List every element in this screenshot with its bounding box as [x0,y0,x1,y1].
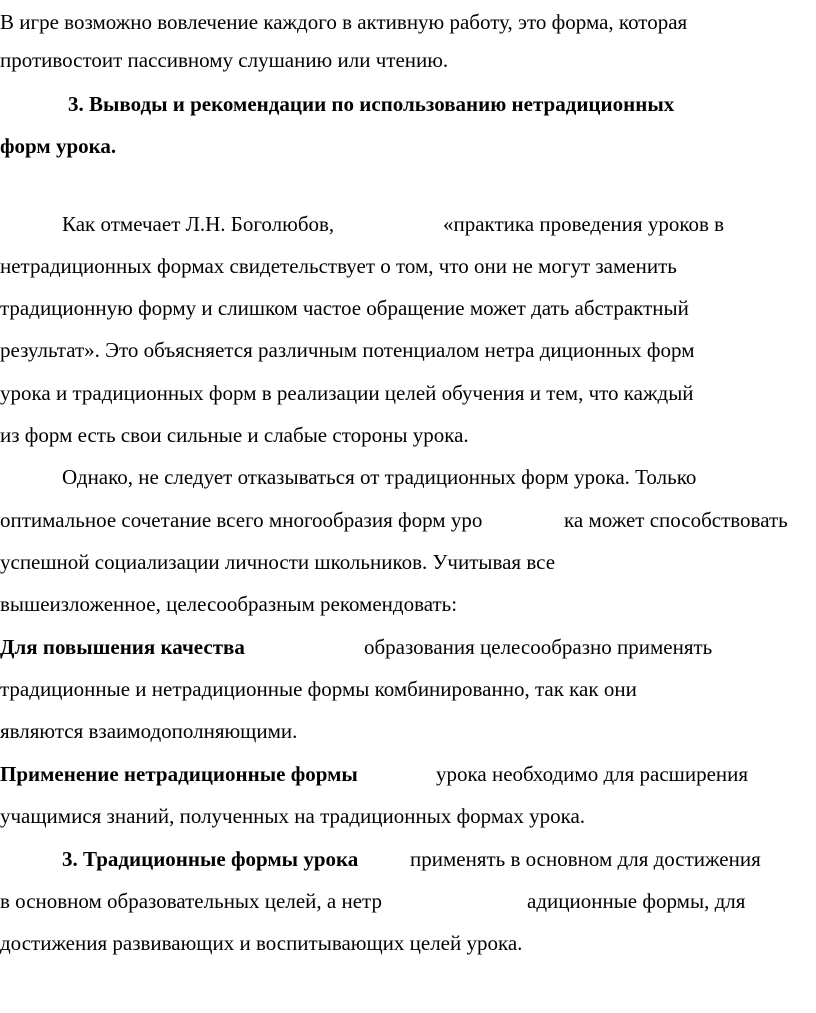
rec1-bold: Для повышения качества [0,635,245,659]
rec1-line-2: традиционные и нетрадиционные формы комбинированно, так как они [0,677,637,701]
rec3-line-3: достижения развивающих и воспитывающих целей урока. [0,931,523,955]
quote-line-6: из форм есть свои сильные и слабые стороны урока. [0,423,469,447]
however-line-4: вышеизложенное, целесообразным рекомендовать: [0,592,458,616]
quote-line-5: урока и традиционных форм в реализации целей обучения и тем, что каждый [0,381,694,405]
rec1-line-3: являются взаимодополняющими. [0,719,298,743]
intro-line-2: противостоит пассивному слушанию или чтению. [0,48,449,72]
rec2-line-1-rest: урока необходимо для расширения [436,762,749,786]
rec3-bold: 3. Традиционные формы урока [62,847,359,871]
rec3-line-2a: в основном образовательных целей, а нетр [0,889,382,913]
rec2-line-2: учащимися знаний, полученных на традиционных формах урока. [0,804,586,828]
quote-line-4: результат». Это объясняется различным потенциалом нетра диционных форм [0,338,695,362]
quote-line-2: нетрадиционных формах свидетельствует о том, что они не могут заменить [0,254,677,278]
however-line-2b: ка может способствовать [564,508,788,532]
however-line-3: успешной социализации личности школьников. Учитывая все [0,550,556,574]
rec3-line-1-rest: применять в основном для достижения [410,847,761,871]
intro-line-1: В игре возможно вовлечение каждого в активную работу, это форма, которая [0,10,688,34]
quote-line-1a: Как отмечает Л.Н. Боголюбов, [62,212,335,236]
however-line-1: Однако, не следует отказываться от традиционных форм урока. Только [62,465,697,489]
rec3-line-2b: адиционные формы, для [527,889,746,913]
section-heading-line-1: 3. Выводы и рекомендации по использованию нетрадиционных [68,92,675,116]
rec2-bold: Применение нетрадиционные формы [0,762,358,786]
section-heading-line-2: форм урока. [0,134,117,158]
however-line-2a: оптимальное сочетание всего многообразия форм уро [0,508,483,532]
quote-line-3: традиционную форму и слишком частое обращение может дать абстрактный [0,296,689,320]
quote-line-1b: «практика проведения уроков в [443,212,725,236]
rec1-line-1-rest: образования целесообразно применять [364,635,713,659]
